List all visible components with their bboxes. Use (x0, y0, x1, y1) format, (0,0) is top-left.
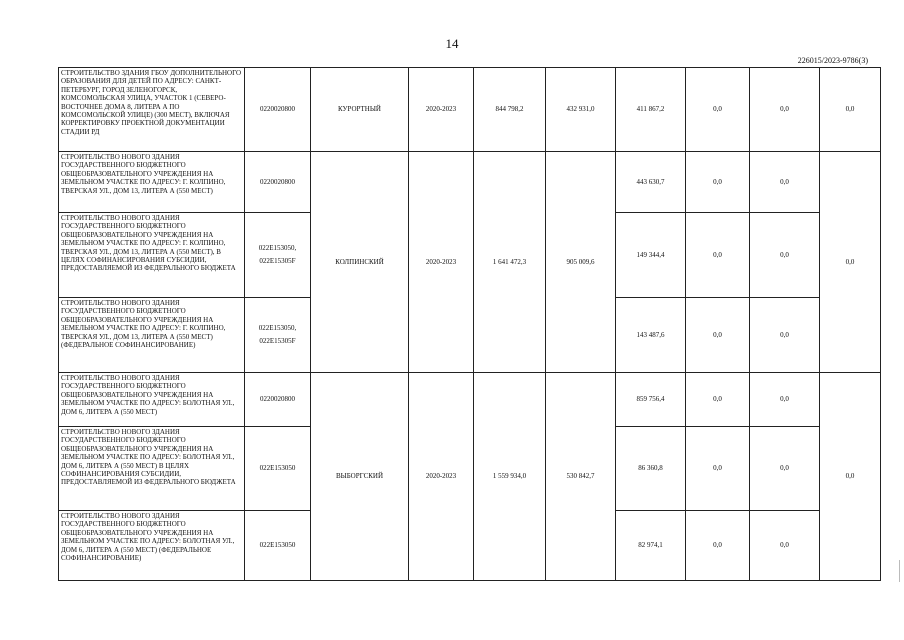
district-name: КОЛПИНСКИЙ (311, 152, 409, 373)
table-row (59, 68, 881, 152)
object-description: СТРОИТЕЛЬСТВО ЗДАНИЯ ГБОУ ДОПОЛНИТЕЛЬНОГО ОБРАЗОВАНИЯ ДЛЯ ДЕТЕЙ ПО АДРЕСУ: САНКТ-ПЕТЕРБУРГ, ГОРОД ЗЕЛЕНОГОРСК, КОМСОМОЛЬСКАЯ УЛИЦА, УЧАСТОК 1 (СЕВЕРО-ВОСТОЧНЕЕ ДОМА 8, ЛИТЕРА А ПО КОМСОМОЛЬСКОЙ УЛИЦЕ) (300 МЕСТ), ВКЛЮЧАЯ КОРРЕКТИРОВКУ ПРОЕКТНОЙ ДОКУМЕНТАЦИИ СТАДИИ РД (59, 68, 245, 152)
amount-year-2: 0,0 (686, 213, 750, 298)
table-row (59, 373, 881, 427)
budget-code (245, 213, 311, 298)
object-description: СТРОИТЕЛЬСТВО НОВОГО ЗДАНИЯ ГОСУДАРСТВЕННОГО БЮДЖЕТНОГО ОБЩЕОБРАЗОВАТЕЛЬНОГО УЧРЕЖДЕНИЯ НА ЗЕМЕЛЬНОМ УЧАСТКЕ ПО АДРЕСУ: Г. КОЛПИНО, ТВЕРСКАЯ УЛ., ДОМ 13, ЛИТЕРА А (550 МЕСТ) (ФЕДЕРАЛЬНОЕ СОФИНАНСИРОВАНИЕ) (59, 298, 245, 373)
amount-year-2: 0,0 (686, 298, 750, 373)
budget-code-line: 022E153050, (258, 324, 297, 332)
total-cost: 844 798,2 (474, 68, 546, 152)
budget-code (245, 298, 311, 373)
object-description: СТРОИТЕЛЬСТВО НОВОГО ЗДАНИЯ ГОСУДАРСТВЕННОГО БЮДЖЕТНОГО ОБЩЕОБРАЗОВАТЕЛЬНОГО УЧРЕЖДЕНИЯ НА ЗЕМЕЛЬНОМ УЧАСТКЕ ПО АДРЕСУ: Г. КОЛПИНО, ТВЕРСКАЯ УЛ., ДОМ 13, ЛИТЕРА А (550 МЕСТ) (59, 152, 245, 213)
amount-year-1: 859 756,4 (616, 373, 686, 427)
amount-year-2: 0,0 (686, 68, 750, 152)
amount-year-3: 0,0 (750, 68, 820, 152)
amount-year-1: 149 344,4 (616, 213, 686, 298)
amount-year-2: 0,0 (686, 427, 750, 511)
district-name: ВЫБОРГСКИЙ (311, 373, 409, 581)
amount-year-2: 0,0 (686, 152, 750, 213)
amount-year-4: 0,0 (820, 373, 881, 581)
amount-year-1: 411 867,2 (616, 68, 686, 152)
budget-code: 022E153050 (245, 427, 311, 511)
amount-year-2: 0,0 (686, 373, 750, 427)
district-name: КУРОРТНЫЙ (311, 68, 409, 152)
budget-code-line: 022E15305F (259, 257, 296, 265)
amount-year-3: 0,0 (750, 511, 820, 581)
budget-code: 0220020800 (245, 68, 311, 152)
amount-year-4: 0,0 (820, 152, 881, 373)
objects-table (58, 67, 881, 581)
page-number: 14 (445, 36, 459, 51)
spent-amount: 432 931,0 (546, 68, 616, 152)
budget-code-line: 022E153050, (258, 244, 297, 252)
amount-year-1: 86 360,8 (616, 427, 686, 511)
page-edge-mark (895, 560, 900, 582)
table-row (59, 152, 881, 213)
total-cost: 1 559 934,0 (474, 373, 546, 581)
object-description: СТРОИТЕЛЬСТВО НОВОГО ЗДАНИЯ ГОСУДАРСТВЕННОГО БЮДЖЕТНОГО ОБЩЕОБРАЗОВАТЕЛЬНОГО УЧРЕЖДЕНИЯ НА ЗЕМЕЛЬНОМ УЧАСТКЕ ПО АДРЕСУ: БОЛОТНАЯ УЛ., ДОМ 6, ЛИТЕРА А (550 МЕСТ) (ФЕДЕРАЛЬНОЕ СОФИНАНСИРОВАНИЕ) (59, 511, 245, 581)
object-description: СТРОИТЕЛЬСТВО НОВОГО ЗДАНИЯ ГОСУДАРСТВЕННОГО БЮДЖЕТНОГО ОБЩЕОБРАЗОВАТЕЛЬНОГО УЧРЕЖДЕНИЯ НА ЗЕМЕЛЬНОМ УЧАСТКЕ ПО АДРЕСУ: БОЛОТНАЯ УЛ., ДОМ 6, ЛИТЕРА А (550 МЕСТ) (59, 373, 245, 427)
amount-year-3: 0,0 (750, 298, 820, 373)
amount-year-3: 0,0 (750, 373, 820, 427)
amount-year-1: 82 974,1 (616, 511, 686, 581)
document-id: 226015/2023-9786(3) (797, 56, 868, 65)
budget-code: 0220020800 (245, 152, 311, 213)
budget-code-line: 022E15305F (259, 337, 296, 345)
object-description: СТРОИТЕЛЬСТВО НОВОГО ЗДАНИЯ ГОСУДАРСТВЕННОГО БЮДЖЕТНОГО ОБЩЕОБРАЗОВАТЕЛЬНОГО УЧРЕЖДЕНИЯ НА ЗЕМЕЛЬНОМ УЧАСТКЕ ПО АДРЕСУ: Г. КОЛПИНО, ТВЕРСКАЯ УЛ., ДОМ 13, ЛИТЕРА А (550 МЕСТ), В ЦЕЛЯХ СОФИНАНСИРОВАНИЯ СУБСИДИИ, ПРЕДОСТАВЛЯЕМОЙ ИЗ ФЕДЕРАЛЬНОГО БЮДЖЕТА (59, 213, 245, 298)
spent-amount: 905 009,6 (546, 152, 616, 373)
period: 2020-2023 (409, 152, 474, 373)
period: 2020-2023 (409, 373, 474, 581)
spent-amount: 530 842,7 (546, 373, 616, 581)
budget-code: 0220020800 (245, 373, 311, 427)
amount-year-3: 0,0 (750, 213, 820, 298)
total-cost: 1 641 472,3 (474, 152, 546, 373)
period: 2020-2023 (409, 68, 474, 152)
amount-year-2: 0,0 (686, 511, 750, 581)
object-description: СТРОИТЕЛЬСТВО НОВОГО ЗДАНИЯ ГОСУДАРСТВЕННОГО БЮДЖЕТНОГО ОБЩЕОБРАЗОВАТЕЛЬНОГО УЧРЕЖДЕНИЯ НА ЗЕМЕЛЬНОМ УЧАСТКЕ ПО АДРЕСУ: БОЛОТНАЯ УЛ., ДОМ 6, ЛИТЕРА А (550 МЕСТ) В ЦЕЛЯХ СОФИНАНСИРОВАНИЯ СУБСИДИИ, ПРЕДОСТАВЛЯЕМОЙ ИЗ ФЕДЕРАЛЬНОГО БЮДЖЕТА (59, 427, 245, 511)
amount-year-1: 143 487,6 (616, 298, 686, 373)
amount-year-3: 0,0 (750, 427, 820, 511)
amount-year-1: 443 630,7 (616, 152, 686, 213)
amount-year-3: 0,0 (750, 152, 820, 213)
budget-code: 022E153050 (245, 511, 311, 581)
amount-year-4: 0,0 (820, 68, 881, 152)
